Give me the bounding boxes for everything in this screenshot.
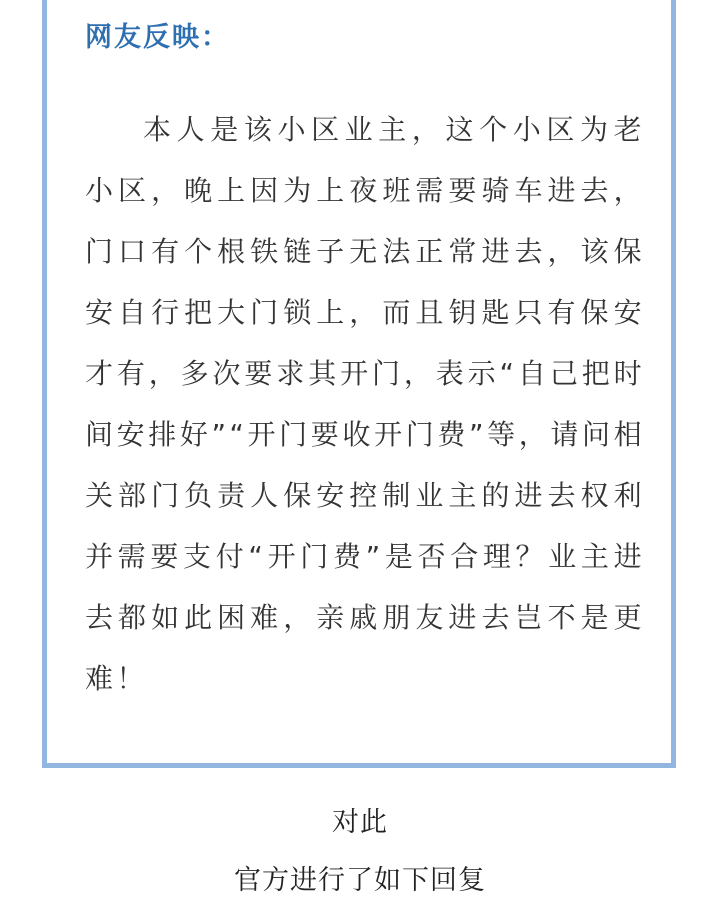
caption-line-1: 对此 — [332, 807, 388, 838]
quote-heading: 网友反映： — [85, 22, 230, 53]
quote-box — [42, 0, 676, 768]
quote-body: 本人是该小区业主，这个小区为老小区，晚上因为上夜班需要骑车进去，门口有个根铁链子无法正常进去，该保安自行把大门锁上，而且钥匙只有保安才有，多次要求其开门，表示“自己把时间安排好”“开门要收开门费”等，请问相关部门负责人保安控制业主的进去权利并需要支付“开门费”是否合理？业主进去都如此困难，亲戚朋友进去岂不是更难！ — [85, 113, 645, 695]
caption-line-2: 官方进行了如下回复 — [234, 865, 486, 896]
